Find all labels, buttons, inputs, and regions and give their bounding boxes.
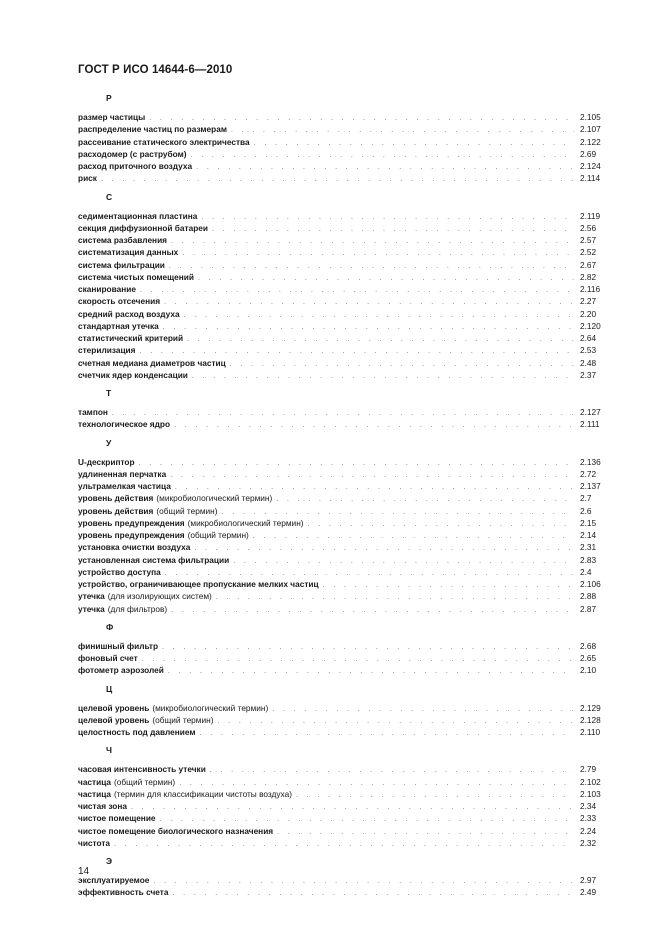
entry-term: чистое помещение bbox=[78, 813, 156, 824]
entry-term: установка очистки воздуха bbox=[78, 542, 191, 553]
index-entry bbox=[78, 541, 614, 553]
entry-term: целостность под давлением bbox=[78, 727, 196, 737]
entry-term: секция диффузионной батареи bbox=[78, 222, 208, 233]
entry-reference: 2.79 bbox=[580, 764, 597, 775]
entry-reference: 2.107 bbox=[580, 124, 601, 135]
index-entry bbox=[78, 776, 614, 788]
dot-leader bbox=[212, 224, 574, 236]
dot-leader bbox=[323, 580, 574, 592]
index-entry bbox=[78, 702, 614, 714]
page-number: 14 bbox=[78, 866, 90, 877]
section-letter: Ф bbox=[106, 621, 114, 632]
index-section bbox=[78, 744, 614, 849]
entry-term: стерилизация bbox=[78, 345, 136, 356]
index-entry bbox=[78, 222, 614, 234]
index-entry bbox=[78, 554, 614, 566]
dot-leader bbox=[198, 273, 574, 285]
entry-term: уровень действия bbox=[78, 505, 154, 516]
index-entry bbox=[78, 590, 614, 602]
index-entry bbox=[78, 825, 614, 837]
dot-leader bbox=[201, 212, 574, 224]
index-entry bbox=[78, 578, 614, 590]
entry-term: риск bbox=[78, 173, 97, 184]
index-entry bbox=[78, 468, 614, 480]
page-header: ГОСТ Р ИСО 14644-6—2010 bbox=[78, 64, 233, 76]
index-entry bbox=[78, 344, 614, 356]
entry-reference: 2.97 bbox=[580, 875, 597, 885]
entry-term: рассеивание статического электричества bbox=[78, 136, 250, 147]
index-entry bbox=[78, 271, 614, 283]
index-entry bbox=[78, 874, 614, 886]
dot-leader bbox=[308, 519, 574, 531]
index-entry bbox=[78, 210, 614, 222]
section-letter: Ц bbox=[106, 683, 113, 694]
index-entry bbox=[78, 123, 614, 135]
entry-reference: 2.57 bbox=[580, 235, 597, 245]
index-entry bbox=[78, 566, 614, 578]
entry-qualifier: (микробиологический термин) bbox=[156, 493, 273, 504]
dot-leader bbox=[114, 839, 574, 851]
entry-reference: 2.49 bbox=[580, 887, 597, 898]
entry-reference: 2.27 bbox=[580, 296, 597, 307]
dot-leader bbox=[254, 138, 574, 150]
entry-term: целевой уровень bbox=[78, 714, 150, 725]
dot-leader bbox=[187, 334, 574, 346]
entry-term: фотометр аэрозолей bbox=[78, 665, 164, 676]
index-entry bbox=[78, 246, 614, 258]
index-entry bbox=[78, 529, 614, 541]
entry-reference: 2.68 bbox=[580, 640, 597, 651]
entry-reference: 2.136 bbox=[580, 456, 601, 467]
index-entry bbox=[78, 148, 614, 160]
index-entry bbox=[78, 640, 614, 652]
entry-term: устройство доступа bbox=[78, 566, 161, 577]
entry-term: устройство, ограничивающее пропускание мелких частиц bbox=[78, 579, 319, 589]
dot-leader bbox=[162, 642, 574, 654]
entry-term: расход приточного воздуха bbox=[78, 161, 193, 171]
index-entry bbox=[78, 652, 614, 664]
index-entry bbox=[78, 763, 614, 775]
entry-reference: 2.10 bbox=[580, 665, 597, 676]
index-section bbox=[78, 855, 614, 899]
entry-reference: 2.128 bbox=[580, 714, 601, 725]
entry-reference: 2.114 bbox=[580, 173, 601, 184]
entry-term: тампон bbox=[78, 407, 108, 417]
dot-leader bbox=[276, 494, 574, 506]
dot-leader bbox=[200, 728, 574, 740]
index-entry bbox=[78, 837, 614, 849]
index-entry bbox=[78, 664, 614, 676]
index-entry bbox=[78, 332, 614, 344]
dot-leader bbox=[169, 261, 574, 273]
entry-reference: 2.31 bbox=[580, 542, 597, 553]
entry-reference: 2.119 bbox=[580, 210, 601, 221]
dot-leader bbox=[210, 765, 574, 777]
entry-qualifier: (микробиологический термин) bbox=[187, 517, 304, 528]
dot-leader bbox=[101, 174, 574, 186]
dot-leader bbox=[184, 310, 574, 322]
index-entry bbox=[78, 357, 614, 369]
entry-term: распределение частиц по размерам bbox=[78, 124, 227, 135]
entry-reference: 2.120 bbox=[580, 320, 601, 331]
index-section bbox=[78, 191, 614, 382]
dot-leader bbox=[216, 592, 574, 604]
dot-leader bbox=[112, 408, 574, 420]
entry-reference: 2.48 bbox=[580, 357, 597, 368]
entry-term: финишный фильтр bbox=[78, 640, 159, 651]
index-entry bbox=[78, 259, 614, 271]
entry-term: эффективность счета bbox=[78, 887, 169, 898]
entry-term: размер частицы bbox=[78, 112, 146, 122]
entry-reference: 2.102 bbox=[580, 776, 601, 787]
entry-reference: 2.56 bbox=[580, 222, 597, 233]
section-letter: Р bbox=[106, 93, 112, 103]
entry-term: систематизация данных bbox=[78, 247, 179, 258]
entry-reference: 2.34 bbox=[580, 801, 597, 811]
entry-reference: 2.24 bbox=[580, 825, 597, 836]
entry-reference: 2.72 bbox=[580, 468, 597, 479]
index-entry bbox=[78, 800, 614, 812]
alphabetical-index bbox=[78, 92, 614, 905]
section-letter: У bbox=[106, 437, 112, 448]
dot-leader bbox=[164, 297, 574, 309]
entry-reference: 2.7 bbox=[580, 493, 592, 504]
dot-leader bbox=[217, 716, 574, 728]
dot-leader bbox=[192, 371, 574, 383]
entry-qualifier: (для изолирующих систем) bbox=[107, 591, 212, 602]
index-entry bbox=[78, 234, 614, 246]
entry-term: чистая зона bbox=[78, 801, 127, 811]
index-entry bbox=[78, 308, 614, 320]
entry-reference: 2.127 bbox=[580, 407, 601, 417]
dot-leader bbox=[139, 458, 574, 470]
entry-term: система чистых помещений bbox=[78, 271, 194, 282]
entry-reference: 2.106 bbox=[580, 579, 601, 589]
index-entry bbox=[78, 283, 614, 295]
dot-leader bbox=[131, 802, 574, 814]
entry-term: чистое помещение биологического назначения bbox=[78, 825, 274, 836]
index-section bbox=[78, 387, 614, 431]
entry-reference: 2.111 bbox=[580, 419, 600, 430]
index-entry bbox=[78, 726, 614, 738]
entry-reference: 2.32 bbox=[580, 837, 597, 848]
entry-term: установленная система фильтрации bbox=[78, 554, 230, 565]
entry-reference: 2.87 bbox=[580, 603, 597, 614]
entry-reference: 2.124 bbox=[580, 161, 601, 171]
dot-leader bbox=[171, 236, 574, 248]
entry-term: удлиненная перчатка bbox=[78, 468, 167, 479]
entry-reference: 2.105 bbox=[580, 112, 601, 122]
entry-reference: 2.65 bbox=[580, 653, 597, 663]
dot-leader bbox=[168, 666, 574, 678]
dot-leader bbox=[142, 654, 574, 666]
dot-leader bbox=[140, 285, 574, 297]
entry-reference: 2.137 bbox=[580, 481, 601, 491]
entry-reference: 2.37 bbox=[580, 369, 597, 380]
index-section bbox=[78, 437, 614, 615]
index-entry bbox=[78, 492, 614, 504]
entry-term: скорость отсечения bbox=[78, 296, 161, 307]
index-entry bbox=[78, 456, 614, 468]
entry-qualifier: (общий термин) bbox=[152, 714, 214, 725]
index-entry bbox=[78, 714, 614, 726]
entry-qualifier: (общий термин) bbox=[187, 530, 249, 540]
entry-reference: 2.88 bbox=[580, 591, 597, 602]
entry-reference: 2.14 bbox=[580, 530, 597, 540]
entry-term: система фильтрации bbox=[78, 259, 165, 270]
index-entry bbox=[78, 172, 614, 184]
index-entry bbox=[78, 136, 614, 148]
index-entry bbox=[78, 160, 614, 172]
entry-term: чистота bbox=[78, 837, 111, 848]
entry-reference: 2.15 bbox=[580, 517, 597, 528]
dot-leader bbox=[233, 556, 574, 568]
entry-term: частица bbox=[78, 788, 112, 799]
entry-reference: 2.53 bbox=[580, 345, 597, 356]
entry-reference: 2.110 bbox=[580, 727, 601, 737]
entry-term: частица bbox=[78, 776, 112, 787]
entry-reference: 2.103 bbox=[580, 788, 601, 799]
entry-reference: 2.69 bbox=[580, 148, 597, 159]
entry-qualifier: (общий термин) bbox=[114, 776, 176, 787]
entry-qualifier: (термин для классификации чистоты воздуха) bbox=[114, 788, 292, 799]
dot-leader bbox=[296, 790, 574, 802]
entry-term: стандартная утечка bbox=[78, 320, 159, 331]
entry-reference: 2.82 bbox=[580, 271, 597, 282]
index-entry bbox=[78, 505, 614, 517]
entry-term: уровень предупреждения bbox=[78, 530, 185, 540]
entry-reference: 2.6 bbox=[580, 505, 592, 516]
index-section bbox=[78, 92, 614, 185]
section-letter: Ч bbox=[106, 745, 112, 756]
entry-reference: 2.129 bbox=[580, 702, 601, 713]
dot-leader bbox=[163, 322, 574, 334]
entry-term: эксплуатируемое bbox=[78, 875, 150, 885]
entry-term: технологическое ядро bbox=[78, 419, 171, 430]
index-entry bbox=[78, 480, 614, 492]
entry-term: статистический критерий bbox=[78, 333, 184, 343]
entry-reference: 2.83 bbox=[580, 554, 597, 565]
entry-term: расходомер (с раструбом) bbox=[78, 148, 187, 159]
dot-leader bbox=[196, 162, 574, 174]
index-entry bbox=[78, 406, 614, 418]
entry-reference: 2.64 bbox=[580, 333, 597, 343]
index-entry bbox=[78, 418, 614, 430]
section-letter: С bbox=[106, 191, 113, 202]
index-section bbox=[78, 683, 614, 739]
entry-term: счетчик ядер конденсации bbox=[78, 369, 188, 380]
entry-reference: 2.67 bbox=[580, 259, 597, 270]
index-entry bbox=[78, 886, 614, 898]
dot-leader bbox=[174, 420, 574, 432]
entry-reference: 2.52 bbox=[580, 247, 597, 258]
entry-term: средний расход воздуха bbox=[78, 308, 180, 319]
entry-reference: 2.33 bbox=[580, 813, 597, 824]
entry-term: сканирование bbox=[78, 284, 136, 294]
dot-leader bbox=[231, 125, 574, 137]
entry-term: уровень предупреждения bbox=[78, 517, 185, 528]
entry-term: ультрамелкая частица bbox=[78, 481, 171, 491]
section-letter: Э bbox=[106, 856, 113, 866]
dot-leader bbox=[230, 359, 574, 371]
dot-leader bbox=[194, 543, 574, 555]
dot-leader bbox=[272, 704, 574, 716]
entry-reference: 2.116 bbox=[580, 284, 601, 294]
entry-term: седиментационная пластина bbox=[78, 210, 198, 221]
index-entry bbox=[78, 517, 614, 529]
entry-term: система разбавления bbox=[78, 235, 168, 245]
dot-leader bbox=[172, 888, 574, 900]
index-entry bbox=[78, 320, 614, 332]
entry-term: фоновый счет bbox=[78, 653, 138, 663]
entry-qualifier: (для фильтров) bbox=[107, 603, 168, 614]
dot-leader bbox=[153, 876, 574, 888]
index-entry bbox=[78, 788, 614, 800]
dot-leader bbox=[191, 150, 574, 162]
entry-term: утечка bbox=[78, 603, 105, 614]
entry-reference: 2.4 bbox=[580, 566, 592, 577]
index-entry bbox=[78, 603, 614, 615]
entry-qualifier: (микробиологический термин) bbox=[152, 702, 269, 713]
dot-leader bbox=[277, 827, 574, 839]
entry-reference: 2.20 bbox=[580, 308, 597, 319]
index-entry bbox=[78, 295, 614, 307]
entry-term: целевой уровень bbox=[78, 702, 150, 713]
index-entry bbox=[78, 369, 614, 381]
entry-term: счетная медиана диаметров частиц bbox=[78, 357, 226, 368]
dot-leader bbox=[170, 470, 574, 482]
entry-term: U-дескриптор bbox=[78, 456, 135, 467]
dot-leader bbox=[253, 531, 574, 543]
index-entry bbox=[78, 111, 614, 123]
entry-reference: 2.122 bbox=[580, 136, 601, 147]
entry-term: часовая интенсивность утечки bbox=[78, 764, 206, 775]
dot-leader bbox=[182, 248, 574, 260]
entry-term: утечка bbox=[78, 591, 105, 602]
section-letter: Т bbox=[106, 388, 112, 398]
index-section bbox=[78, 621, 614, 677]
entry-term: уровень действия bbox=[78, 493, 154, 504]
entry-qualifier: (общий термин) bbox=[156, 505, 218, 516]
dot-leader bbox=[171, 605, 574, 617]
